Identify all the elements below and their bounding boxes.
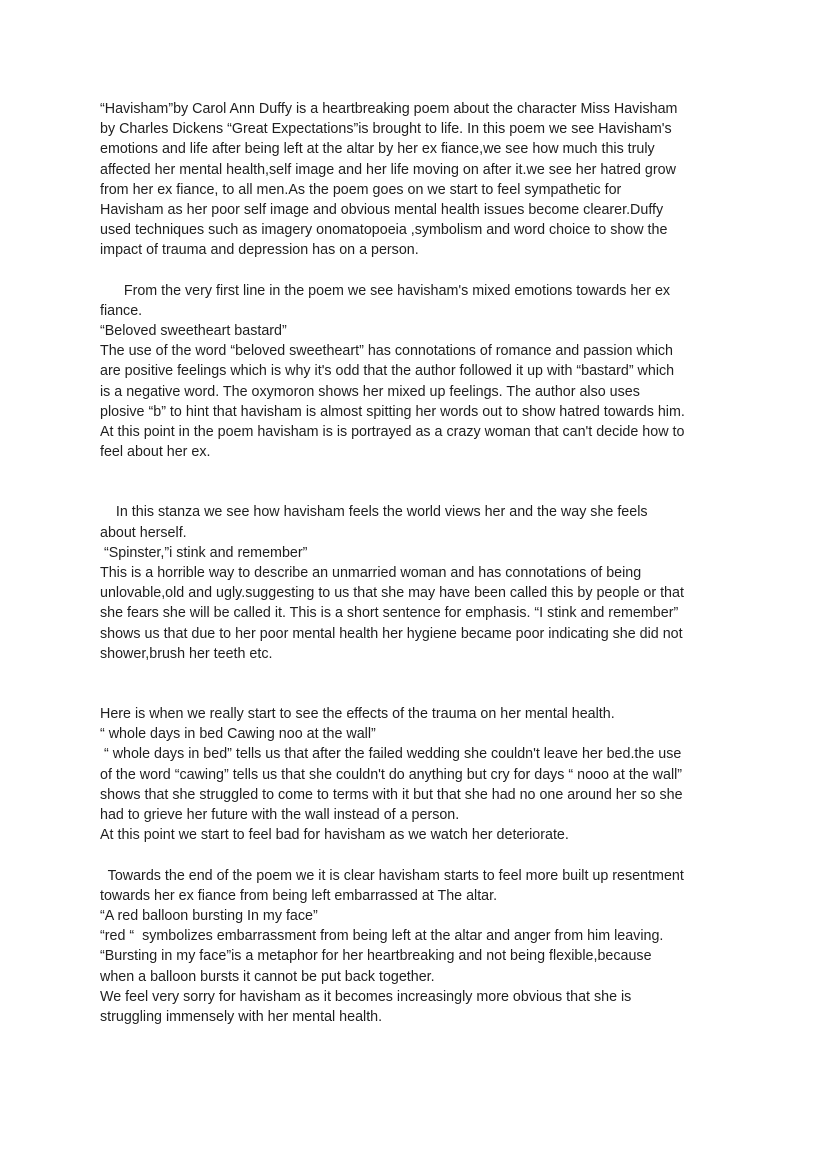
quote-line: “ whole days in bed Cawing noo at the wall” bbox=[100, 726, 376, 743]
text-line: “ whole days in bed” tells us that after the failed wedding she couldn't leave her bed.the use bbox=[100, 746, 682, 763]
text-line: when a balloon bursts it cannot be put back together. bbox=[100, 968, 435, 985]
text-line: “Bursting in my face”is a metaphor for her heartbreaking and not being flexible,because bbox=[100, 948, 652, 965]
text-line: At this point we start to feel bad for havisham as we watch her deteriorate. bbox=[100, 827, 569, 844]
text-line: shows that she struggled to come to terms with it but that she had no one around her so she bbox=[100, 786, 683, 803]
text-line: Havisham as her poor self image and obvious mental health issues become clearer.Duffy bbox=[100, 202, 664, 219]
text-line: are positive feelings which is why it's odd that the author followed it up with “bastard” which bbox=[100, 363, 675, 380]
paragraph-introduction bbox=[100, 99, 740, 261]
paragraph-spacer bbox=[100, 261, 740, 281]
paragraph-spinster bbox=[100, 502, 740, 664]
text-line: plosive “b” to hint that havisham is almost spitting her words out to show hatred towards him. bbox=[100, 403, 685, 420]
essay-page bbox=[100, 99, 740, 1027]
text-line: “red “ symbolizes embarrassment from being left at the altar and anger from him leaving. bbox=[100, 928, 664, 945]
text-line: from her ex fiance, to all men.As the poem goes on we start to feel sympathetic for bbox=[100, 181, 622, 198]
text-line: “Havisham”by Carol Ann Duffy is a heartbreaking poem about the character Miss Havisham bbox=[100, 101, 678, 117]
text-line: towards her ex fiance from being left embarrassed at The altar. bbox=[100, 887, 498, 904]
text-line: emotions and life after being left at the altar by her ex fiance,we see how much this truly bbox=[100, 141, 655, 158]
paragraph-whole-days-in-bed bbox=[100, 704, 740, 845]
text-line: The use of the word “beloved sweetheart” has connotations of romance and passion which bbox=[100, 343, 674, 360]
text-line: had to grieve her future with the wall instead of a person. bbox=[100, 807, 460, 824]
text-line: We feel very sorry for havisham as it becomes increasingly more obvious that she is bbox=[100, 988, 632, 1005]
text-line: fiance. bbox=[100, 302, 143, 319]
text-line: feel about her ex. bbox=[100, 444, 211, 461]
text-line: shower,brush her teeth etc. bbox=[100, 645, 273, 662]
text-line: This is a horrible way to describe an unmarried woman and has connotations of being bbox=[100, 565, 642, 582]
paragraph-red-balloon bbox=[100, 866, 740, 1028]
paragraph-spacer bbox=[100, 664, 740, 704]
text-line: about herself. bbox=[100, 524, 187, 541]
text-line: used techniques such as imagery onomatopoeia ,symbolism and word choice to show the bbox=[100, 222, 668, 239]
paragraph-beloved-sweetheart bbox=[100, 281, 740, 463]
text-line: unlovable,old and ugly.suggesting to us that she may have been called this by people or that bbox=[100, 585, 684, 602]
text-line: of the word “cawing” tells us that she couldn't do anything but cry for days “ nooo at the wall” bbox=[100, 766, 683, 783]
text-line: by Charles Dickens “Great Expectations”is brought to life. In this poem we see Havisham's bbox=[100, 121, 672, 138]
text-line: is a negative word. The oxymoron shows her mixed up feelings. The author also uses bbox=[100, 383, 640, 400]
paragraph-spacer bbox=[100, 846, 740, 866]
text-line: Here is when we really start to see the effects of the trauma on her mental health. bbox=[100, 706, 615, 723]
text-line: From the very first line in the poem we see havisham's mixed emotions towards her ex bbox=[100, 282, 671, 299]
text-line: she fears she will be called it. This is a short sentence for emphasis. “I stink and remember” bbox=[100, 605, 679, 622]
paragraph-spacer bbox=[100, 462, 740, 502]
quote-line: “Spinster,”i stink and remember” bbox=[100, 544, 308, 561]
text-line: In this stanza we see how havisham feels the world views her and the way she feels bbox=[100, 504, 648, 521]
text-line: struggling immensely with her mental health. bbox=[100, 1008, 383, 1025]
quote-line: “A red balloon bursting In my face” bbox=[100, 907, 318, 924]
text-line: Towards the end of the poem we it is clear havisham starts to feel more built up resentment bbox=[100, 867, 684, 884]
text-line: impact of trauma and depression has on a person. bbox=[100, 242, 419, 259]
quote-line: “Beloved sweetheart bastard” bbox=[100, 323, 287, 340]
text-line: At this point in the poem havisham is is portrayed as a crazy woman that can't decide how to bbox=[100, 424, 685, 441]
text-line: affected her mental health,self image and her life moving on after it.we see her hatred grow bbox=[100, 161, 676, 178]
text-line: shows us that due to her poor mental health her hygiene became poor indicating she did not bbox=[100, 625, 683, 642]
